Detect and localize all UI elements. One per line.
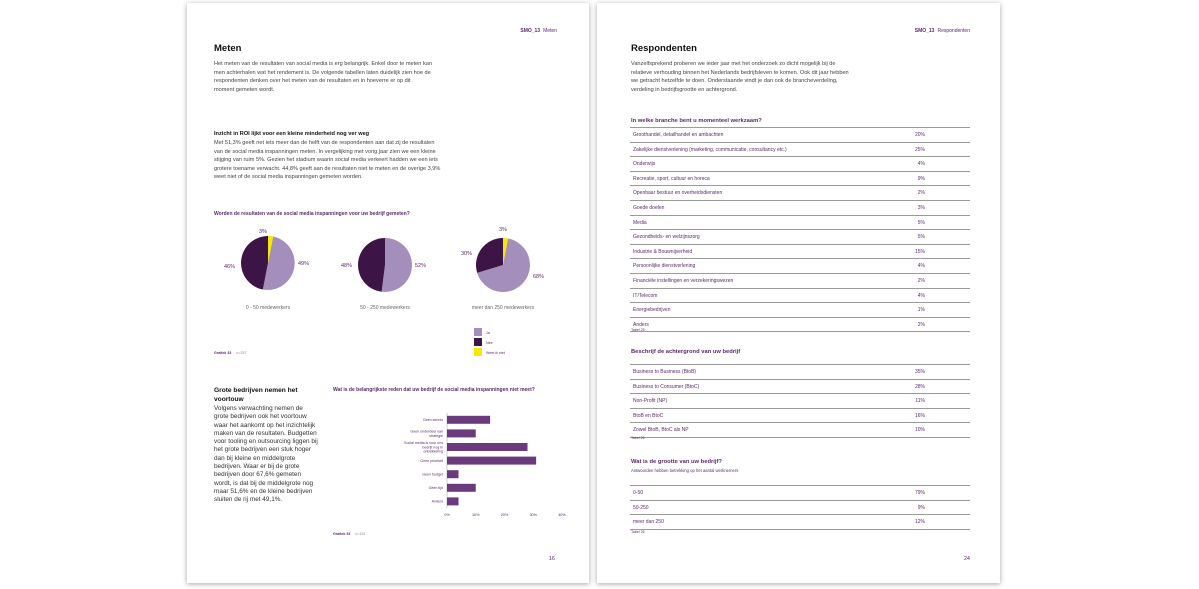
row-value: 2% xyxy=(917,190,925,197)
bar-chart xyxy=(327,409,567,529)
row-label: Business to Business (BtoB) xyxy=(633,369,697,375)
row-value: 2% xyxy=(917,277,925,284)
pie-3-value-ja: 68% xyxy=(533,274,545,280)
bar-tick-label: 10% xyxy=(471,513,480,518)
bar xyxy=(447,443,528,451)
bar xyxy=(447,429,476,437)
question-achtergrond: Beschrijf de achtergrond van uw bedrijf xyxy=(631,349,741,355)
row-label: Goede doelen xyxy=(633,204,665,211)
bar-tick-label: 20% xyxy=(500,513,509,518)
row-label: Business to Consumer (BtoC) xyxy=(633,383,700,390)
row-label: Groothandel, detailhandel en ambachten xyxy=(633,132,724,138)
row-value: 28% xyxy=(914,383,925,390)
row-label: Energiebedrijven xyxy=(633,307,671,314)
bar-caption-label: Grafiek 34 xyxy=(333,532,351,536)
row-label: Non-Profit (NP) xyxy=(633,398,668,405)
row-value: 2% xyxy=(917,321,925,328)
row-label: IT/Telecom xyxy=(633,292,658,299)
table-row xyxy=(630,216,970,231)
row-label: meer dan 250 xyxy=(633,519,664,526)
bar-category-label: Social media is voor ons bedrijf nog in ontwikkeling xyxy=(404,440,443,454)
table-row xyxy=(630,274,970,289)
bar xyxy=(447,457,536,465)
table-row xyxy=(630,172,970,187)
row-value: 16% xyxy=(914,412,925,419)
bar-category-label: Anders xyxy=(431,499,443,504)
intro-paragraph: Het meten van de resultaten van social media is erg belangrijk. Enkel door te meten kan men achterhalen wat het rendement is. De volgende tabellen laten duidelijk zien hoe de respondenten denken over het meten van de resultaten en in hoeverre er op dit moment gemeten wordt. xyxy=(214,61,432,93)
pie-2-value-ja: 52% xyxy=(415,263,427,269)
table-row xyxy=(630,501,970,516)
page-left xyxy=(187,3,589,583)
pie-1-label: 0 - 50 medewerkers xyxy=(245,305,291,311)
bar-caption-n: n=151 xyxy=(355,532,366,536)
row-label: Financiële instellingen en verzekeringswezen xyxy=(633,277,734,284)
row-label: Media xyxy=(633,219,647,226)
bar-category-label: Geen budget xyxy=(422,472,443,477)
row-label: Openbaar bestuur en overheidsdiensten xyxy=(633,190,723,197)
pie-3-label: meer dan 250 medewerkers xyxy=(471,305,535,311)
pie-2-svg xyxy=(357,237,413,293)
page-number: 24 xyxy=(963,556,970,562)
pie-2-value-nee: 48% xyxy=(341,263,353,269)
row-label: Persoonlijke dienstverlening xyxy=(633,263,696,270)
legend-swatch-weet xyxy=(474,348,482,356)
bar xyxy=(447,470,459,478)
table-grootte xyxy=(630,485,970,530)
bar-caption xyxy=(333,532,365,536)
pie-1-value-nee: 46% xyxy=(224,264,236,270)
table-row xyxy=(630,486,970,501)
row-value: 3% xyxy=(917,204,925,211)
table-caption: Tabel 25 xyxy=(631,328,645,332)
bar-category-label: Geen prioriteit xyxy=(420,458,443,463)
row-value: 4% xyxy=(917,161,925,168)
bar xyxy=(447,484,476,492)
row-value: 15% xyxy=(914,248,925,255)
legend-swatch-nee xyxy=(474,338,482,346)
table-caption: Tabel 26 xyxy=(631,436,645,440)
pie-2-label: 50 - 250 medewerkers xyxy=(360,305,410,311)
table-caption: Tabel 26 xyxy=(631,530,645,534)
pie-caption xyxy=(214,351,246,355)
pie-chart-3 xyxy=(475,237,531,298)
row-value: 11% xyxy=(915,398,925,405)
table-row xyxy=(630,318,970,333)
table-achtergrond xyxy=(630,364,970,438)
row-label: 0-50 xyxy=(633,490,644,496)
row-label: Anders xyxy=(633,321,649,328)
running-header: SMO_13 Meten xyxy=(520,28,557,34)
table-row xyxy=(630,230,970,245)
row-value: 9% xyxy=(917,504,925,511)
table-row xyxy=(630,365,970,380)
row-label: Zakelijke dienstverlening (marketing, communicatie, consultancy etc.) xyxy=(633,146,787,153)
pie-3-value-nee: 30% xyxy=(461,251,473,257)
row-value: 5% xyxy=(917,234,925,241)
page-title: Meten xyxy=(214,43,242,54)
pie-3-value-weet: 3% xyxy=(499,227,507,233)
pie-caption-label: Grafiek 33 xyxy=(214,351,232,355)
row-label: Gezondheids- en welzijnszorg xyxy=(633,234,700,241)
section2-paragraph: Volgens verwachting nemen de grote bedrijven ook het voortouw waar het aankomt op het inzichtelijk maken van de resultaten. Budgetten voor tooling en outsourcing liggen bij het grote bedrijven een stuk hoger dan bij kleine en middelgrote bedrijven. Waar er bij de grote bedrijven door 67,6% gemeten wordt, is dat bij de middelgrote nog maar 51,6% en de kleine bedrijven sluiten de rij met 49,1%. xyxy=(214,405,318,504)
table-row xyxy=(630,515,970,530)
bar-chart-title: Wat is de belangrijkste reden dat uw bedrijf de social media inspanningen niet meet? xyxy=(333,387,535,393)
question-grootte-sub: Antwoorden hebben betrekking op het aantal werknemers xyxy=(631,468,739,473)
row-label: Industrie & Bouwnijverheid xyxy=(633,248,693,255)
row-label: BtoB en BtoC xyxy=(633,412,664,419)
row-value: 12% xyxy=(914,519,925,526)
pie-chart-title: Worden de resultaten van de social media inspanningen voor uw bedrijf gemeten? xyxy=(214,211,410,217)
page-title: Respondenten xyxy=(631,43,697,54)
pie-3-svg xyxy=(475,237,531,293)
pie-chart-2 xyxy=(357,237,413,298)
pie-caption-n: n=337 xyxy=(236,351,247,355)
row-value: 79% xyxy=(914,490,925,496)
bar xyxy=(447,416,490,424)
row-value: 20% xyxy=(914,132,925,138)
page-right xyxy=(597,3,1000,583)
table-row xyxy=(630,245,970,260)
row-label: Recreatie, sport, cultuur en horeca xyxy=(633,175,710,182)
pie-slice-ja xyxy=(382,238,412,292)
row-label: 50-250 xyxy=(633,504,649,511)
pie-1-svg xyxy=(240,235,296,291)
table-row xyxy=(630,409,970,424)
bar-tick-label: 40% xyxy=(558,513,566,518)
running-header: SMO_13 Respondenten xyxy=(914,28,970,34)
table-row xyxy=(630,303,970,318)
table-row xyxy=(630,394,970,409)
row-value: 1% xyxy=(917,307,925,314)
pie-slice-nee xyxy=(241,236,268,290)
row-value: 4% xyxy=(917,292,925,299)
row-value: 5% xyxy=(917,219,925,226)
section-heading: Inzicht in ROI lijkt voor een kleine minderheid nog ver weg xyxy=(214,131,370,137)
legend-label-weet: Weet ik niet xyxy=(486,351,505,355)
row-value: 4% xyxy=(917,263,925,270)
pie-slice-nee xyxy=(358,238,385,292)
bar-tick-label: 0% xyxy=(444,513,450,518)
bar-category-label: Geen onderdeel van strategie xyxy=(410,429,443,438)
pie-1-value-ja: 49% xyxy=(298,261,310,267)
bar-tick-label: 30% xyxy=(529,513,538,518)
bar xyxy=(447,497,459,505)
intro-paragraph: Vanzelfsprekend proberen we ieder jaar met het onderzoek zo dicht mogelijk bij de relatieve verhouding binnen het Nederlands bedrijfsleven te komen. Ook dit jaar hebben we getracht hetzelfde te doen. Onderstaande vindt je dan ook de brancheverdeling, verdeling in bedrijfsgrootte en achtergrond. xyxy=(631,61,849,93)
row-label: Onderwijs xyxy=(633,161,656,168)
table-row xyxy=(630,186,970,201)
bar-category-label: Geen kennis xyxy=(422,418,443,423)
row-value: 9% xyxy=(917,175,925,182)
section2-heading: Grote bedrijven nemen het voortouw xyxy=(214,387,298,403)
section-paragraph: Met 51,3% geeft net iets meer dan de helft van de respondenten aan dat zij de resultaten van de social media inspanningen meten. In vergelijking met vorig jaar zien we een kleine stijging van ruim 5%. Gezien het stadium waarin social media verkeert hadden we een iets grotere toename verwacht. 44,8% geeft aan de resultaten niet te meten en de overige 3,9% weet niet of de social media inspanningen gemeten worden. xyxy=(214,140,441,181)
table-row xyxy=(630,201,970,216)
row-value: 10% xyxy=(914,427,925,434)
question-grootte: Wat is de grootte van uw bedrijf? xyxy=(631,459,722,465)
question-branche: In welke branche bent u momenteel werkzaam? xyxy=(631,118,762,124)
page-number: 16 xyxy=(548,556,555,562)
legend-label-nee: Nee xyxy=(486,341,493,345)
row-value: 35% xyxy=(914,369,925,375)
pie-chart-1 xyxy=(240,235,296,296)
table-row xyxy=(630,259,970,274)
table-row xyxy=(630,289,970,304)
pie-1-value-weet: 3% xyxy=(259,229,267,235)
row-value: 25% xyxy=(914,146,925,153)
table-branche xyxy=(630,127,970,332)
table-row xyxy=(630,128,970,143)
table-row xyxy=(630,380,970,395)
table-row xyxy=(630,423,970,438)
table-row xyxy=(630,143,970,158)
row-label: Zowel BtoB, BtoC als NP xyxy=(633,427,689,434)
legend-swatch-ja xyxy=(474,328,482,336)
table-row xyxy=(630,157,970,172)
bar-category-label: Geen tijd xyxy=(428,486,443,491)
legend-label-ja: Ja xyxy=(486,331,490,335)
